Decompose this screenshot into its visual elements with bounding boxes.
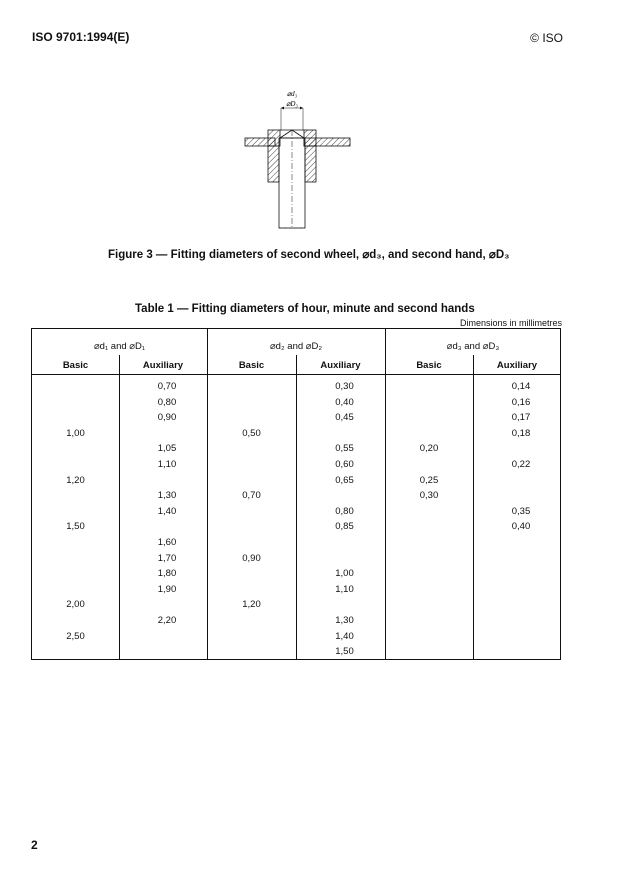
table-title: Table 1 — Fitting diameters of hour, minute and second hands [135, 303, 475, 315]
table-cell: 0,85 [335, 521, 354, 533]
table-cell: 1,00 [66, 427, 85, 439]
table-cell: 0,50 [242, 427, 261, 439]
table-units-note: Dimensions in millimetres [459, 318, 562, 328]
table-cell: 1,30 [335, 615, 354, 626]
document-id: ISO 9701:1994(E) [32, 30, 130, 44]
table-cell: 1,80 [157, 568, 177, 580]
table-cell: 0,65 [335, 474, 354, 486]
table-cell: 1,70 [157, 552, 177, 564]
table-cell: 0,40 [511, 521, 531, 533]
table-cell: 0,90 [157, 412, 177, 424]
table-cell: 0,20 [419, 443, 439, 455]
table-cell: 0,30 [419, 490, 439, 502]
figure-label-D3: ⌀D₃ [286, 100, 298, 108]
table-cell: 0,18 [511, 427, 531, 439]
subheader-auxiliary: Auxiliary [496, 360, 538, 371]
table-cell: 0,25 [419, 474, 439, 486]
table-cell: 2,50 [66, 630, 85, 642]
table-cell: 0,80 [335, 505, 354, 517]
figure-caption: Figure 3 — Fitting diameters of second wheel, ⌀d₃, and second hand, ⌀D₃ [108, 249, 510, 261]
group-header-d3: ⌀d₃ and ⌀D₃ [446, 341, 500, 352]
table-cell: 0,80 [157, 396, 177, 408]
table-cell: 0,70 [242, 490, 261, 502]
table-cell: 1,50 [66, 521, 85, 533]
table-cell: 0,45 [335, 412, 354, 424]
table-cell: 1,40 [335, 630, 354, 642]
table-cell: 1,60 [157, 537, 177, 548]
table-cell: 1,05 [157, 443, 177, 455]
column-divider [119, 355, 120, 659]
table-cell: 0,14 [511, 381, 531, 392]
table-cell: 0,90 [242, 552, 261, 564]
fitting-diameters-table [31, 328, 561, 660]
subheader-basic: Basic [238, 360, 265, 371]
table-cell: 0,60 [335, 459, 354, 470]
table-cell: 0,17 [511, 412, 531, 424]
header-rule [32, 374, 560, 375]
group-header-d1: ⌀d₁ and ⌀D₁ [93, 341, 146, 352]
table-cell: 1,00 [335, 568, 354, 580]
column-divider [296, 355, 297, 659]
subheader-basic: Basic [62, 360, 89, 371]
table-cell: 1,10 [335, 583, 354, 595]
table-cell: 0,35 [511, 505, 531, 517]
table-cell: 1,20 [242, 599, 261, 611]
table-cell: 0,55 [335, 443, 354, 455]
figure-label-d3: ⌀d₃ [286, 90, 298, 98]
table-cell: 1,10 [157, 459, 177, 470]
table-cell: 1,50 [335, 646, 354, 658]
fitting-diameter-figure [240, 84, 355, 234]
subheader-auxiliary: Auxiliary [142, 360, 184, 371]
table-cell: 2,00 [66, 599, 85, 611]
page-number: 2 [31, 838, 38, 852]
table-cell: 0,70 [157, 381, 177, 392]
subheader-auxiliary: Auxiliary [320, 360, 361, 371]
table-cell: 1,40 [157, 505, 177, 517]
copyright-notice: © ISO [530, 31, 563, 45]
table-cell: 0,30 [335, 381, 354, 392]
column-divider [473, 355, 474, 659]
table-cell: 1,30 [157, 490, 177, 502]
table-cell: 1,90 [157, 583, 177, 595]
table-cell: 0,22 [511, 459, 531, 470]
subheader-basic: Basic [416, 360, 442, 371]
table-cell: 0,16 [511, 396, 531, 408]
group-header-d2: ⌀d₂ and ⌀D₂ [269, 341, 323, 352]
table-cell: 0,40 [335, 396, 354, 408]
table-cell: 2,20 [157, 615, 177, 626]
table-cell: 1,20 [66, 474, 85, 486]
